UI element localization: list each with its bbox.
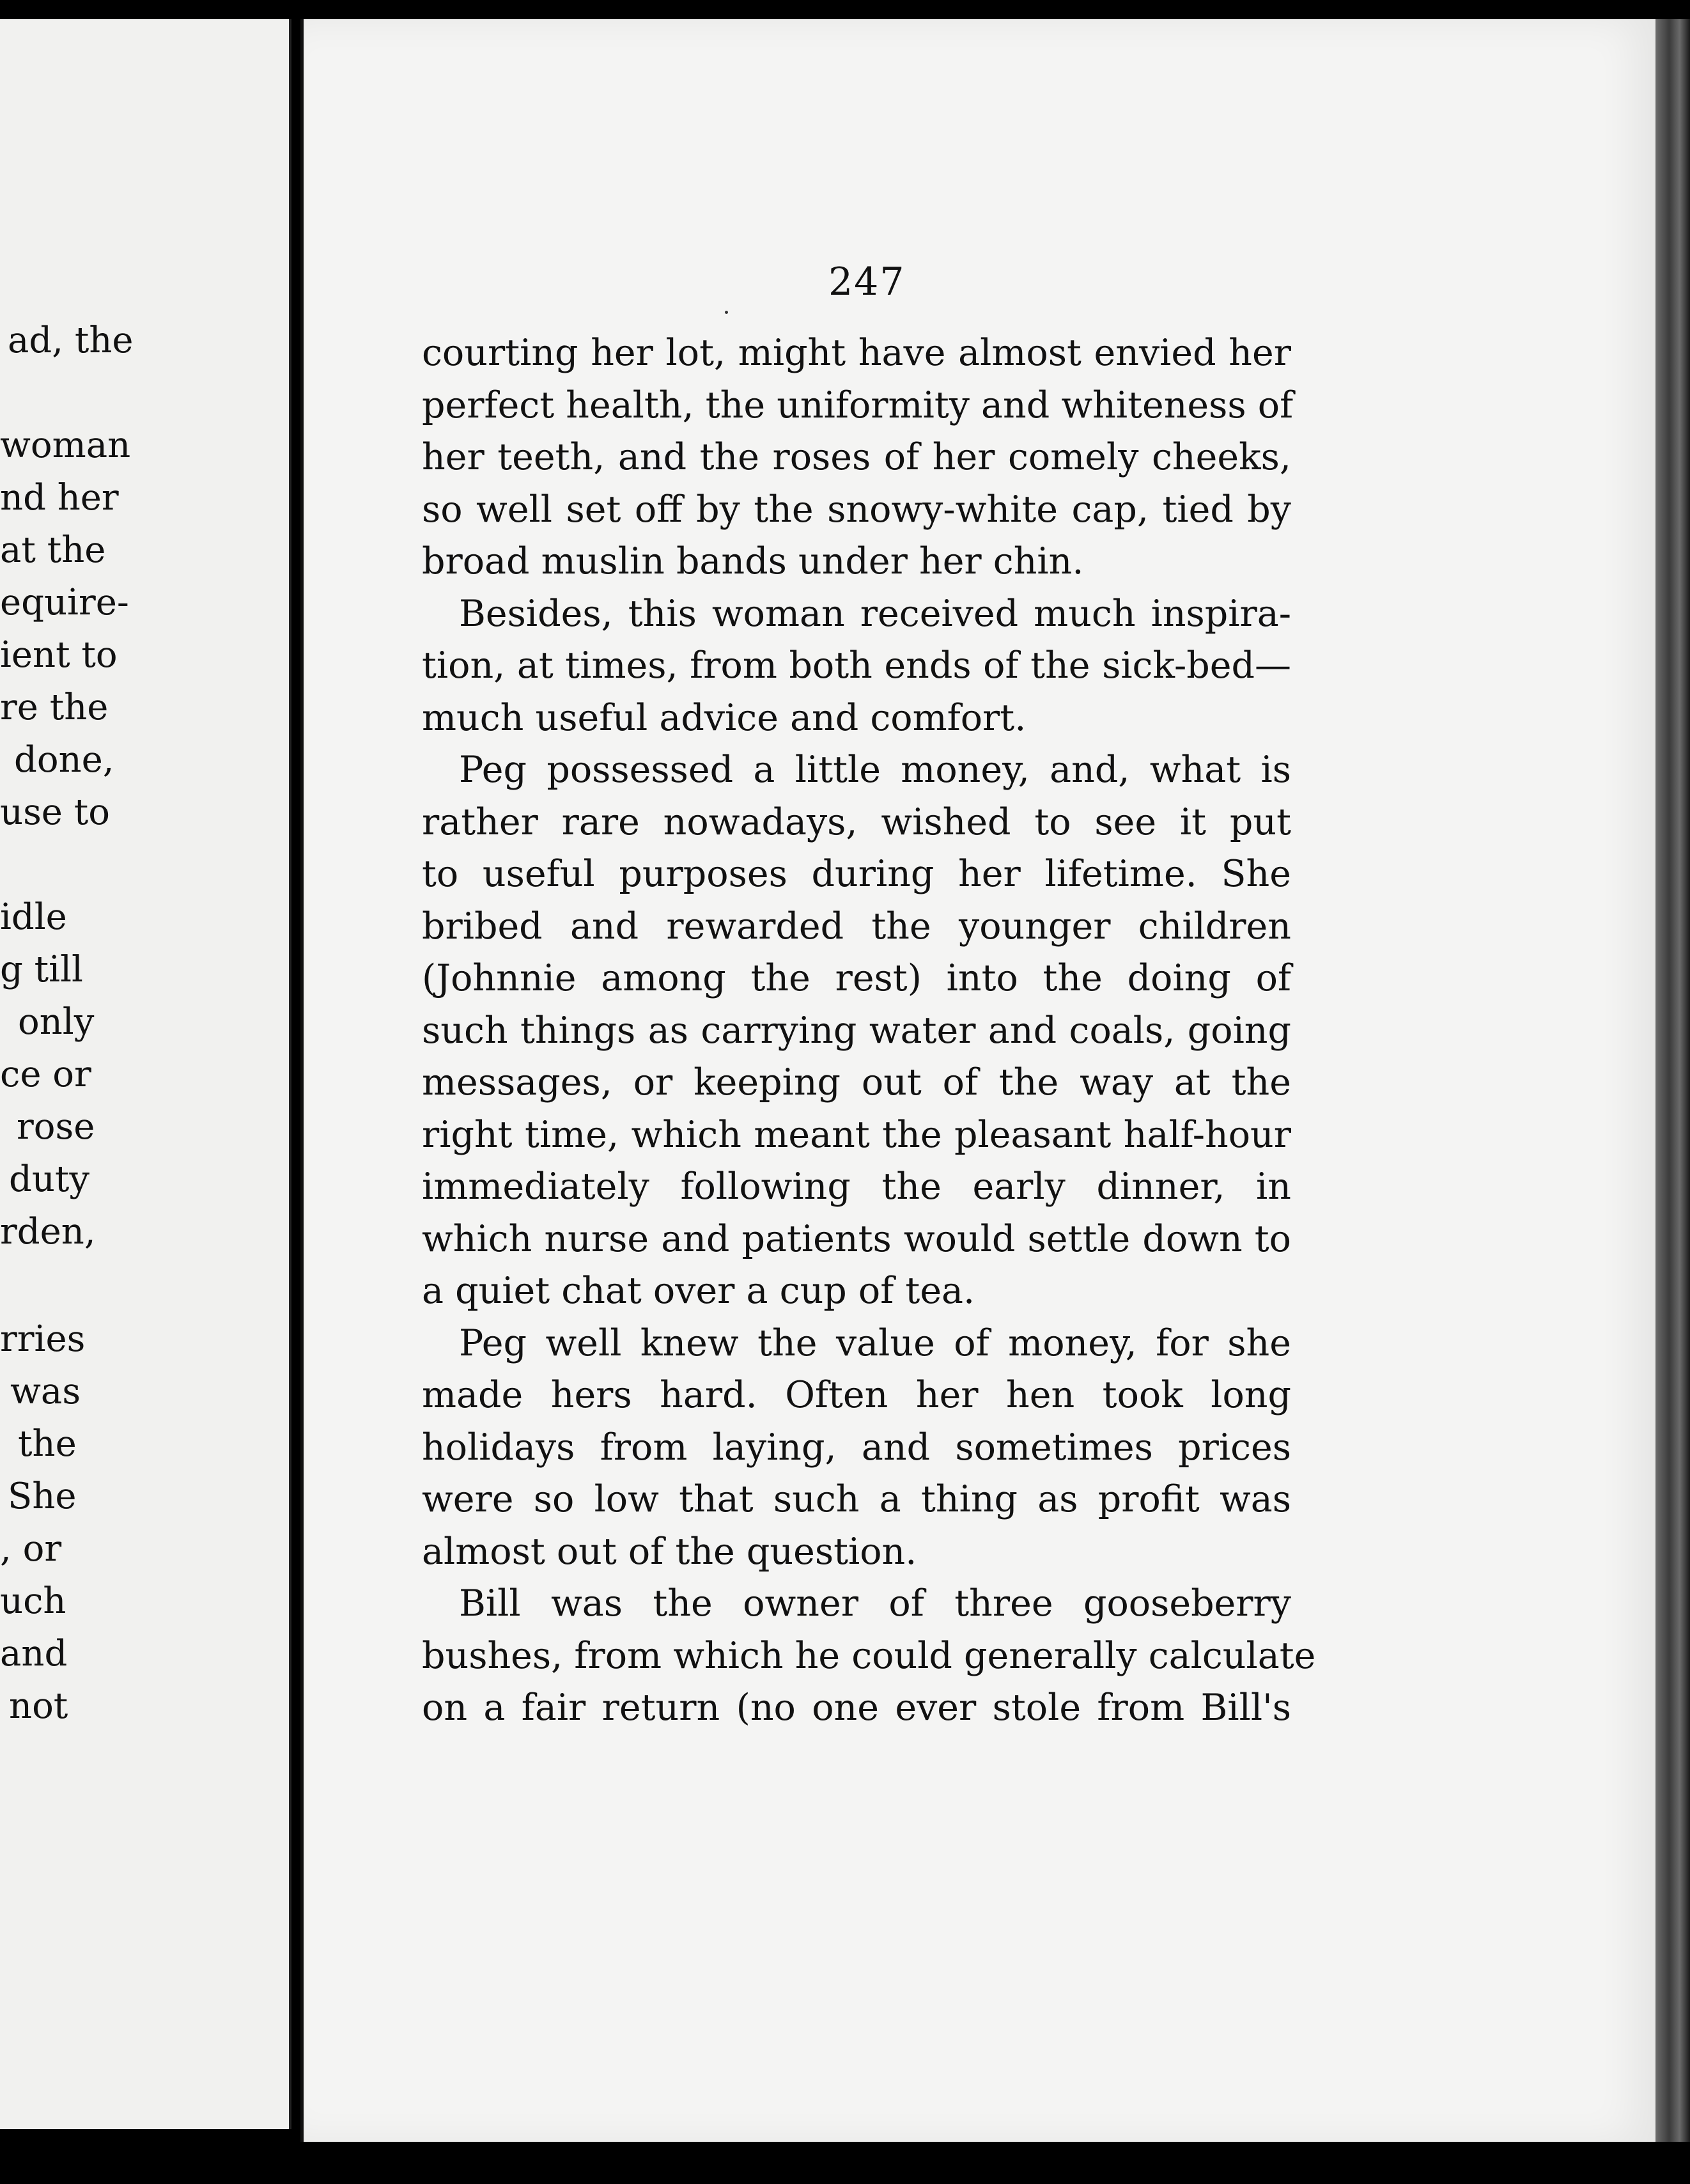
text-line: such things as carrying water and coals, going xyxy=(422,1009,1291,1052)
left-page-line: duty xyxy=(9,1158,90,1200)
left-page-line: done, xyxy=(14,739,114,781)
left-page-line: rose xyxy=(17,1106,95,1148)
body-text xyxy=(422,327,1316,1735)
left-page-line: g till xyxy=(0,949,83,990)
left-page-line: at the xyxy=(0,529,106,571)
left-page-line: use to xyxy=(0,792,110,833)
page-number: 247 xyxy=(828,260,906,304)
text-line: bushes, from which he could generally calculate xyxy=(422,1634,1316,1677)
text-line: holidays from laying, and sometimes prices xyxy=(422,1426,1291,1469)
text-line: (Johnnie among the rest) into the doing of xyxy=(422,957,1291,999)
text-line: much useful advice and comfort. xyxy=(422,696,1027,739)
text-line: made hers hard. Often her hen took long xyxy=(422,1374,1291,1416)
text-line: bribed and rewarded the younger children xyxy=(422,905,1291,948)
text-line: which nurse and patients would settle down to xyxy=(422,1217,1291,1260)
left-page-line: equire- xyxy=(0,582,129,623)
text-line: immediately following the early dinner, in xyxy=(422,1166,1291,1208)
text-line: Bill was the owner of three gooseberry xyxy=(459,1582,1291,1625)
text-line: were so low that such a thing as profit was xyxy=(422,1478,1291,1520)
page-stack-edge xyxy=(1655,19,1690,2142)
text-line: so well set off by the snowy-white cap, tied by xyxy=(422,488,1291,531)
left-page-line: ad, the xyxy=(8,320,134,361)
left-page-line: not xyxy=(9,1685,68,1727)
text-line: right time, which meant the pleasant half-hour xyxy=(422,1113,1291,1156)
text-line: tion, at times, from both ends of the sick-bed— xyxy=(422,644,1291,687)
dust-speck xyxy=(725,311,728,314)
text-line: Peg possessed a little money, and, what is xyxy=(459,749,1291,791)
left-page-line: and xyxy=(0,1633,68,1674)
left-page-line: re the xyxy=(0,687,109,728)
left-page-line: idle xyxy=(0,896,67,938)
left-page-line: , or xyxy=(0,1528,62,1570)
left-page-line: nd her xyxy=(0,477,119,519)
left-page-line: the xyxy=(18,1423,77,1465)
text-line: a quiet chat over a cup of tea. xyxy=(422,1270,975,1312)
text-line: her teeth, and the roses of her comely cheeks, xyxy=(422,436,1291,478)
text-line: rather rare nowadays, wished to see it put xyxy=(422,800,1291,843)
left-facing-page xyxy=(0,19,291,2129)
left-page-line: was xyxy=(10,1371,81,1412)
left-page-line: only xyxy=(18,1001,95,1043)
text-line: Peg well knew the value of money, for she xyxy=(459,1322,1291,1364)
paragraph xyxy=(422,588,1291,745)
text-line: Besides, this woman received much inspira- xyxy=(459,592,1291,635)
text-line: almost out of the question. xyxy=(422,1530,917,1573)
text-line: broad muslin bands under her chin. xyxy=(422,540,1084,582)
left-page-line: ce or xyxy=(0,1054,91,1095)
paragraph xyxy=(422,1318,1291,1579)
paragraph xyxy=(422,1578,1316,1735)
left-page-line: ient to xyxy=(0,634,118,676)
left-page-line: rries xyxy=(0,1318,86,1360)
paragraph xyxy=(422,327,1294,588)
left-page-line: rden, xyxy=(0,1211,96,1252)
left-page-line: She xyxy=(8,1476,77,1517)
text-line: perfect health, the uniformity and whiteness of xyxy=(422,384,1294,426)
left-page-line: woman xyxy=(0,425,131,466)
text-line: on a fair return (no one ever stole from Bill's xyxy=(422,1687,1291,1729)
text-line: to useful purposes during her lifetime. She xyxy=(422,853,1291,895)
paragraph xyxy=(422,744,1291,1318)
left-page-line: uch xyxy=(0,1580,66,1622)
text-line: courting her lot, might have almost envied her xyxy=(422,332,1291,374)
text-line: messages, or keeping out of the way at the xyxy=(422,1061,1291,1104)
